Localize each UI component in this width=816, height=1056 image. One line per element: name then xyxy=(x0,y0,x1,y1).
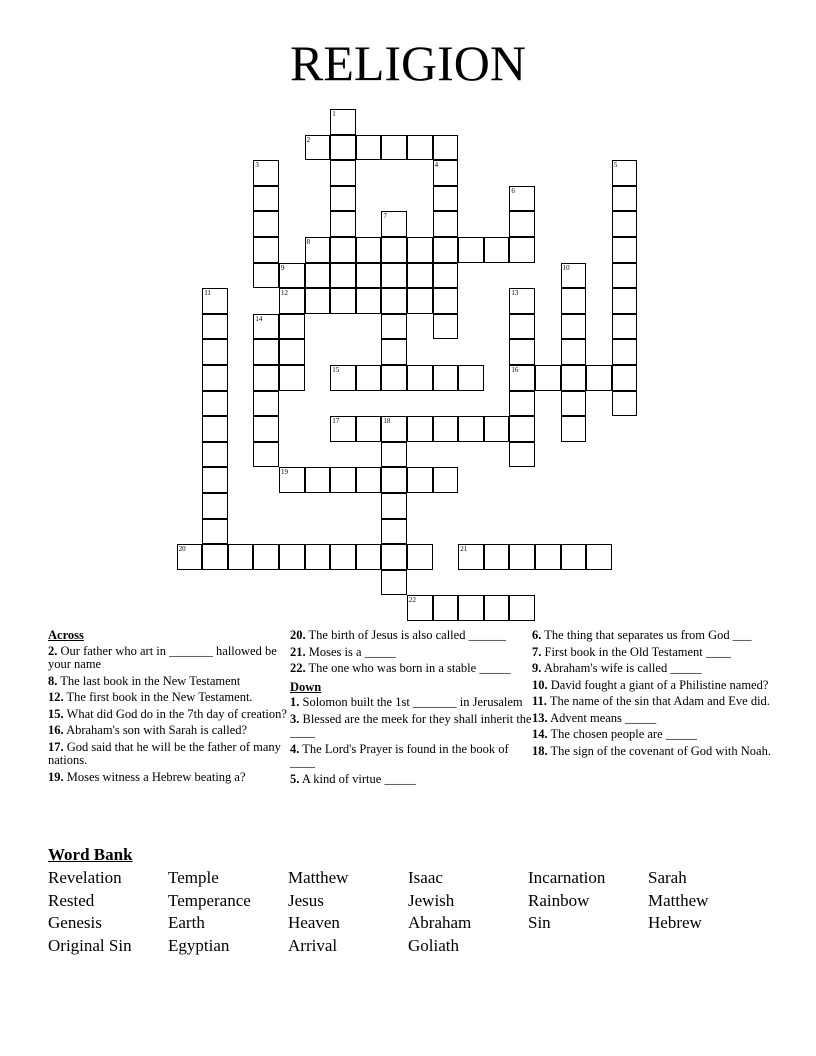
grid-cell xyxy=(330,288,356,314)
grid-cell xyxy=(330,237,356,263)
clue-text: God said that he will be the father of many nations. xyxy=(48,739,281,767)
grid-cell xyxy=(407,288,433,314)
clue-item xyxy=(290,646,532,660)
clue-num: 9. xyxy=(532,661,542,675)
grid-cell xyxy=(202,391,228,417)
word-bank-word: Isaac xyxy=(408,868,443,887)
grid-cell xyxy=(356,135,382,161)
clue-item xyxy=(48,708,290,722)
grid-cell xyxy=(458,237,484,263)
grid-cell xyxy=(381,570,407,596)
clue-item xyxy=(48,675,290,689)
clue-number: 17 xyxy=(332,417,340,426)
word-bank-word: Genesis xyxy=(48,913,102,933)
grid-cell xyxy=(561,288,587,314)
grid-cell xyxy=(202,339,228,365)
clue-item xyxy=(48,645,290,672)
grid-cell xyxy=(509,416,535,442)
word-bank-word: Egyptian xyxy=(168,936,230,956)
word-bank-word: Arrival xyxy=(288,936,338,956)
word-bank-word: Temple xyxy=(168,868,219,887)
grid-cell xyxy=(330,467,356,493)
clue-text: The last book in the New Testament xyxy=(60,673,241,688)
grid-cell xyxy=(407,467,433,493)
clue-num: 4. xyxy=(290,741,300,756)
grid-cell xyxy=(381,493,407,519)
clue-item xyxy=(48,771,290,785)
grid-cell xyxy=(561,544,587,570)
clue-number: 8 xyxy=(306,238,311,246)
grid-cell xyxy=(433,416,459,442)
clue-number: 22 xyxy=(409,596,416,605)
clue-item xyxy=(532,712,774,726)
word-bank-word: Incarnation xyxy=(528,868,606,887)
grid-cell xyxy=(330,160,356,186)
word-bank-word: Sarah xyxy=(648,868,687,887)
clue-text: The first book in the New Testament. xyxy=(66,690,253,704)
grid-cell xyxy=(509,442,535,468)
clue-item xyxy=(532,745,774,759)
grid-cell xyxy=(433,237,459,263)
grid-cell xyxy=(561,314,587,340)
clue-text: Abraham's son with Sarah is called? xyxy=(66,723,248,737)
clue-text: What did God do in the 7th day of creation? xyxy=(66,706,287,721)
word-bank-word: Matthew xyxy=(648,890,709,910)
grid-cell xyxy=(612,160,638,186)
word-bank-word: Jewish xyxy=(408,890,455,910)
grid-cell xyxy=(612,237,638,263)
grid-cell xyxy=(484,595,510,621)
clue-text: The birth of Jesus is also called ______ xyxy=(308,628,507,642)
grid-cell xyxy=(305,237,331,263)
grid-cell xyxy=(407,237,433,263)
clue-number: 6 xyxy=(511,186,515,195)
grid-cell xyxy=(612,263,638,289)
grid-cell xyxy=(535,365,561,391)
clue-item xyxy=(290,773,532,787)
word-bank-word: Jesus xyxy=(288,890,324,910)
clue-item xyxy=(48,691,290,705)
clue-number: 3 xyxy=(255,161,259,170)
clue-item xyxy=(48,741,290,768)
grid-cell xyxy=(279,339,305,365)
grid-cell xyxy=(381,365,407,391)
grid-cell xyxy=(356,467,382,493)
grid-cell xyxy=(433,595,459,621)
grid-cell xyxy=(509,314,535,340)
clue-number: 4 xyxy=(434,161,439,170)
grid-cell xyxy=(433,211,459,237)
clue-text: Blessed are the meek for they shall inherit the ____ xyxy=(290,711,532,739)
clue-number: 15 xyxy=(332,366,340,374)
grid-cell xyxy=(535,544,561,570)
grid-cell xyxy=(330,211,356,237)
grid-cell xyxy=(561,416,587,442)
clue-num: 22. xyxy=(290,661,306,675)
clues-column-3 xyxy=(532,629,774,761)
clue-item xyxy=(532,695,774,709)
clue-num: 14. xyxy=(532,727,548,741)
clue-item xyxy=(290,713,532,740)
grid-cell xyxy=(202,493,228,519)
clue-text: Moses witness a Hebrew beating a? xyxy=(66,769,246,784)
word-bank-word: Hebrew xyxy=(648,913,702,933)
word-bank-word: Sin xyxy=(528,913,551,933)
clue-num: 1. xyxy=(290,695,300,709)
grid-cell xyxy=(253,237,279,263)
word-bank-word: Temperance xyxy=(168,890,251,910)
word-bank-word: Original Sin xyxy=(48,936,132,956)
grid-cell xyxy=(202,416,228,442)
clue-number: 16 xyxy=(511,366,519,374)
clue-num: 15. xyxy=(48,706,64,721)
grid-cell xyxy=(612,186,638,212)
clue-number: 12 xyxy=(281,289,288,298)
grid-cell xyxy=(202,544,228,570)
clue-text: The Lord's Prayer is found in the book of ____ xyxy=(290,741,509,769)
clue-item xyxy=(532,728,774,742)
grid-cell xyxy=(279,288,305,314)
grid-cell xyxy=(433,467,459,493)
word-bank-word: Matthew xyxy=(288,868,349,887)
grid-cell xyxy=(381,135,407,161)
grid-cell xyxy=(612,211,638,237)
grid-cell xyxy=(484,544,510,570)
grid-cell xyxy=(253,391,279,417)
clue-num: 21. xyxy=(290,644,306,659)
clue-num: 8. xyxy=(48,673,58,688)
clue-item xyxy=(48,724,290,738)
word-bank-word: Goliath xyxy=(408,936,459,956)
grid-cell xyxy=(202,365,228,391)
grid-cell xyxy=(330,263,356,289)
grid-cell xyxy=(202,519,228,545)
grid-cell xyxy=(356,263,382,289)
clue-num: 18. xyxy=(532,743,548,758)
grid-cell xyxy=(381,339,407,365)
clue-number: 10 xyxy=(562,263,570,272)
word-bank-word: Rainbow xyxy=(528,890,590,910)
clue-text: Moses is a _____ xyxy=(308,644,396,659)
grid-cell xyxy=(407,135,433,161)
clue-item xyxy=(290,696,532,710)
word-bank-word: Revelation xyxy=(48,868,122,887)
grid-cell xyxy=(612,339,638,365)
grid-cell xyxy=(381,263,407,289)
grid-cell xyxy=(253,211,279,237)
grid-cell xyxy=(330,544,356,570)
grid-cell xyxy=(330,365,356,391)
grid-cell xyxy=(407,365,433,391)
word-bank-title: Word Bank xyxy=(48,845,133,864)
grid-cell xyxy=(484,416,510,442)
grid-cell xyxy=(484,237,510,263)
grid-cell xyxy=(509,391,535,417)
grid-cell xyxy=(253,263,279,289)
grid-cell xyxy=(253,339,279,365)
grid-cell xyxy=(509,365,535,391)
grid-cell xyxy=(509,595,535,621)
grid-cell xyxy=(253,186,279,212)
clue-num: 7. xyxy=(532,644,542,659)
clue-number: 20 xyxy=(178,545,186,554)
grid-cell xyxy=(561,391,587,417)
grid-cell xyxy=(407,416,433,442)
clue-item xyxy=(290,629,532,643)
clue-number: 9 xyxy=(281,263,285,272)
clue-number: 2 xyxy=(306,135,311,144)
grid-cell xyxy=(330,416,356,442)
clue-num: 6. xyxy=(532,628,542,642)
grid-cell xyxy=(305,544,331,570)
grid-cell xyxy=(612,288,638,314)
clue-item xyxy=(532,646,774,660)
grid-cell xyxy=(253,365,279,391)
grid-cell xyxy=(330,186,356,212)
grid-cell xyxy=(433,263,459,289)
grid-cell xyxy=(509,211,535,237)
grid-cell xyxy=(433,160,459,186)
clue-item xyxy=(290,662,532,676)
grid-cell xyxy=(458,416,484,442)
grid-cell xyxy=(305,467,331,493)
grid-cell xyxy=(356,365,382,391)
clue-number: 19 xyxy=(281,468,288,477)
grid-cell xyxy=(381,544,407,570)
clue-num: 2. xyxy=(48,643,58,658)
grid-cell xyxy=(458,544,484,570)
clue-text: The sign of the covenant of God with Noah. xyxy=(550,743,771,758)
grid-cell xyxy=(202,288,228,314)
grid-cell xyxy=(407,595,433,621)
grid-cell xyxy=(561,365,587,391)
grid-cell xyxy=(356,544,382,570)
clue-item xyxy=(290,743,532,770)
grid-cell xyxy=(433,365,459,391)
grid-cell xyxy=(330,135,356,161)
clue-number: 11 xyxy=(204,289,211,298)
grid-cell xyxy=(381,237,407,263)
grid-cell xyxy=(330,109,356,135)
clue-num: 5. xyxy=(290,771,300,786)
clue-text: The name of the sin that Adam and Eve did. xyxy=(549,694,770,708)
grid-cell xyxy=(433,314,459,340)
clue-num: 19. xyxy=(48,769,64,784)
grid-cell xyxy=(381,416,407,442)
clue-text: A kind of virtue _____ xyxy=(301,771,416,786)
clue-num: 10. xyxy=(532,677,548,692)
clue-num: 13. xyxy=(532,710,548,725)
clue-number: 1 xyxy=(332,110,336,118)
clue-num: 3. xyxy=(290,711,300,726)
grid-cell xyxy=(433,186,459,212)
clue-num: 17. xyxy=(48,739,64,754)
clue-num: 16. xyxy=(48,723,64,737)
grid-cell xyxy=(228,544,254,570)
clue-text: The chosen people are _____ xyxy=(550,727,698,741)
across-heading: Across xyxy=(48,628,84,642)
clue-number: 7 xyxy=(383,212,387,221)
grid-cell xyxy=(612,314,638,340)
clue-text: Our father who art in _______ hallowed be your name xyxy=(48,643,277,671)
page-title: RELIGION xyxy=(289,35,527,91)
grid-cell xyxy=(279,314,305,340)
grid-cell xyxy=(253,442,279,468)
grid-cell xyxy=(253,160,279,186)
clue-text: Abraham's wife is called _____ xyxy=(543,661,702,675)
grid-cell xyxy=(509,186,535,212)
clues-column-1 xyxy=(48,629,290,787)
grid-cell xyxy=(253,544,279,570)
grid-cell xyxy=(253,416,279,442)
grid-cell xyxy=(381,288,407,314)
grid-cell xyxy=(381,314,407,340)
grid-cell xyxy=(356,416,382,442)
grid-cell xyxy=(586,365,612,391)
down-heading: Down xyxy=(290,679,322,694)
grid-cell xyxy=(509,544,535,570)
clue-number: 21 xyxy=(460,545,468,554)
grid-cell xyxy=(433,135,459,161)
grid-cell xyxy=(381,467,407,493)
grid-cell xyxy=(509,237,535,263)
grid-cell xyxy=(509,339,535,365)
clue-number: 18 xyxy=(383,417,391,426)
grid-cell xyxy=(202,442,228,468)
grid-cell xyxy=(381,519,407,545)
clues-column-2 xyxy=(290,629,532,789)
grid-cell xyxy=(253,314,279,340)
grid-cell xyxy=(356,288,382,314)
clue-number: 5 xyxy=(613,161,618,170)
clue-text: David fought a giant of a Philistine named? xyxy=(550,677,769,692)
grid-cell xyxy=(279,365,305,391)
grid-cell xyxy=(279,263,305,289)
clue-num: 12. xyxy=(48,690,64,704)
clue-item xyxy=(532,662,774,676)
grid-cell xyxy=(407,544,433,570)
clue-number: 14 xyxy=(255,314,263,323)
grid-cell xyxy=(279,467,305,493)
grid-cell xyxy=(177,544,203,570)
grid-cell xyxy=(561,339,587,365)
word-bank-word: Abraham xyxy=(408,913,472,933)
grid-cell xyxy=(305,263,331,289)
clue-num: 11. xyxy=(532,694,547,708)
clue-text: Advent means _____ xyxy=(550,710,657,725)
grid-cell xyxy=(305,288,331,314)
clue-item xyxy=(532,629,774,643)
clue-item xyxy=(532,679,774,693)
grid-cell xyxy=(509,288,535,314)
grid-cell xyxy=(202,314,228,340)
grid-cell xyxy=(433,288,459,314)
grid-cell xyxy=(561,263,587,289)
grid-cell xyxy=(586,544,612,570)
grid-cell xyxy=(381,442,407,468)
word-bank-word: Rested xyxy=(48,890,95,910)
word-bank-word: Earth xyxy=(168,913,205,933)
grid-cell xyxy=(458,595,484,621)
grid-cell xyxy=(305,135,331,161)
clue-number: 13 xyxy=(511,289,519,298)
grid-cell xyxy=(612,365,638,391)
grid-cell xyxy=(381,211,407,237)
grid-cell xyxy=(279,544,305,570)
clue-num: 20. xyxy=(290,628,306,642)
grid-cell xyxy=(458,365,484,391)
grid-cell xyxy=(612,391,638,417)
grid-cell xyxy=(356,237,382,263)
clue-text: Solomon built the 1st _______ in Jerusalem xyxy=(302,695,523,709)
word-bank-word: Heaven xyxy=(288,913,340,933)
clue-text: The thing that separates us from God ___ xyxy=(544,628,752,642)
grid-cell xyxy=(407,263,433,289)
grid-cell xyxy=(202,467,228,493)
clue-text: First book in the Old Testament ____ xyxy=(544,644,731,659)
clue-text: The one who was born in a stable _____ xyxy=(308,661,511,675)
